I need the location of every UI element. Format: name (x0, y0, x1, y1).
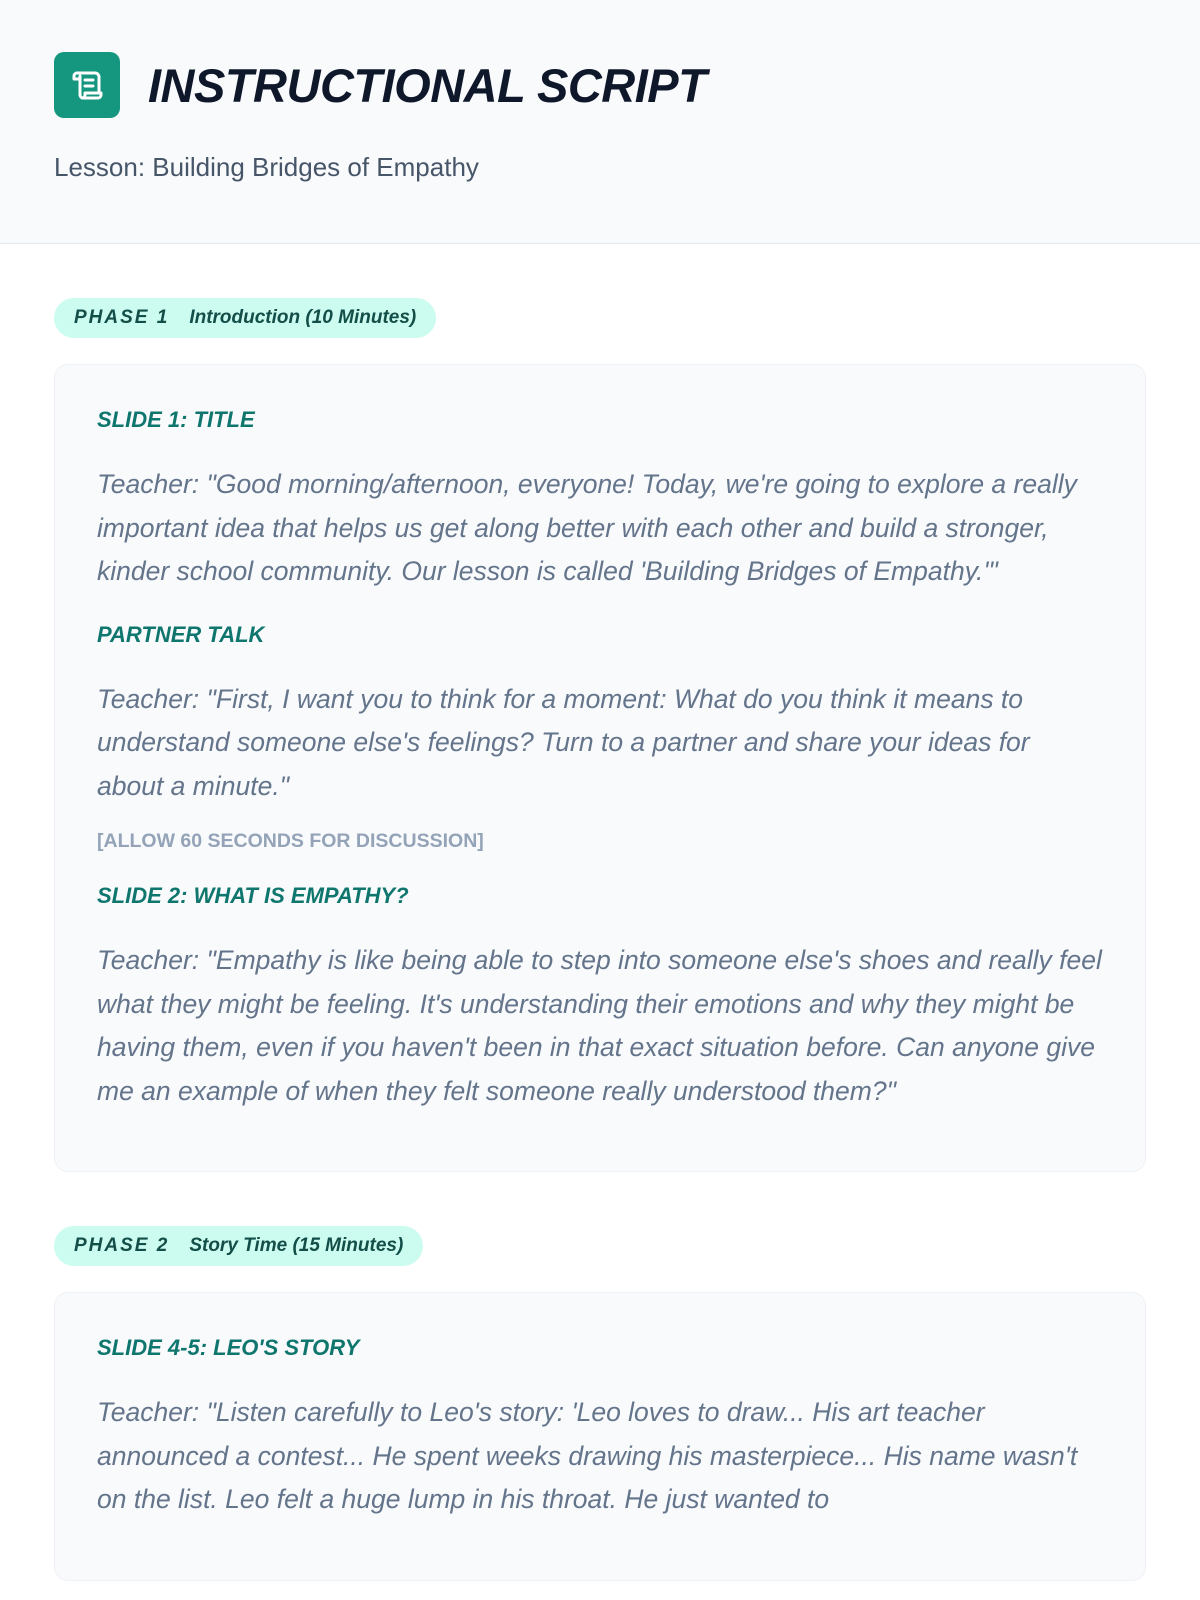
section-heading: PARTNER TALK (97, 621, 265, 647)
phase-badge (54, 298, 436, 338)
teacher-script: Teacher: "Good morning/afternoon, everyone! Today, we're going to explore a really important idea that helps us get along better with each other and build a stronger, kinder school community. Our lesson is called 'Building Bridges of Empathy.'" (97, 469, 1077, 586)
phase-name: Introduction (10 Minutes) (189, 307, 417, 328)
lesson-subtitle: Lesson: Building Bridges of Empathy (54, 152, 479, 182)
section-heading: SLIDE 4-5: LEO'S STORY (97, 1335, 360, 1360)
script-content (0, 244, 1200, 1581)
title-row (54, 52, 1146, 118)
teacher-script: Teacher: "Listen carefully to Leo's story: 'Leo loves to draw... His art teacher announced a contest... He spent weeks drawing his masterpiece... His name wasn't on the list. Leo felt a huge lump in his throat. He just wanted to (97, 1397, 1078, 1514)
page-title: INSTRUCTIONAL SCRIPT (148, 58, 707, 112)
section-heading: SLIDE 1: TITLE (97, 407, 255, 432)
document-header (0, 0, 1200, 244)
teacher-script: Teacher: "First, I want you to think for a moment: What do you think it means to understand someone else's feelings? Turn to a partner and share your ideas for about a minute." (97, 683, 1030, 801)
scroll-icon (54, 52, 120, 118)
section-heading: SLIDE 2: WHAT IS EMPATHY? (97, 883, 409, 908)
teacher-script: Teacher: "Empathy is like being able to step into someone else's shoes and really feel what they might be feeling. It's understanding their emotions and why they might be having them, even if you haven't been in that exact situation before. Can anyone give me an example of when they felt someone really understood them?" (97, 945, 1102, 1106)
stage-direction: [ALLOW 60 SECONDS FOR DISCUSSION] (97, 830, 484, 852)
phase-name: Story Time (15 Minutes) (189, 1235, 404, 1256)
phase-badge (54, 1226, 423, 1266)
phase-card (54, 1292, 1146, 1581)
phase-number: PHASE 2 (74, 1235, 170, 1256)
phase-number: PHASE 1 (74, 307, 170, 328)
phase-card (54, 364, 1146, 1172)
